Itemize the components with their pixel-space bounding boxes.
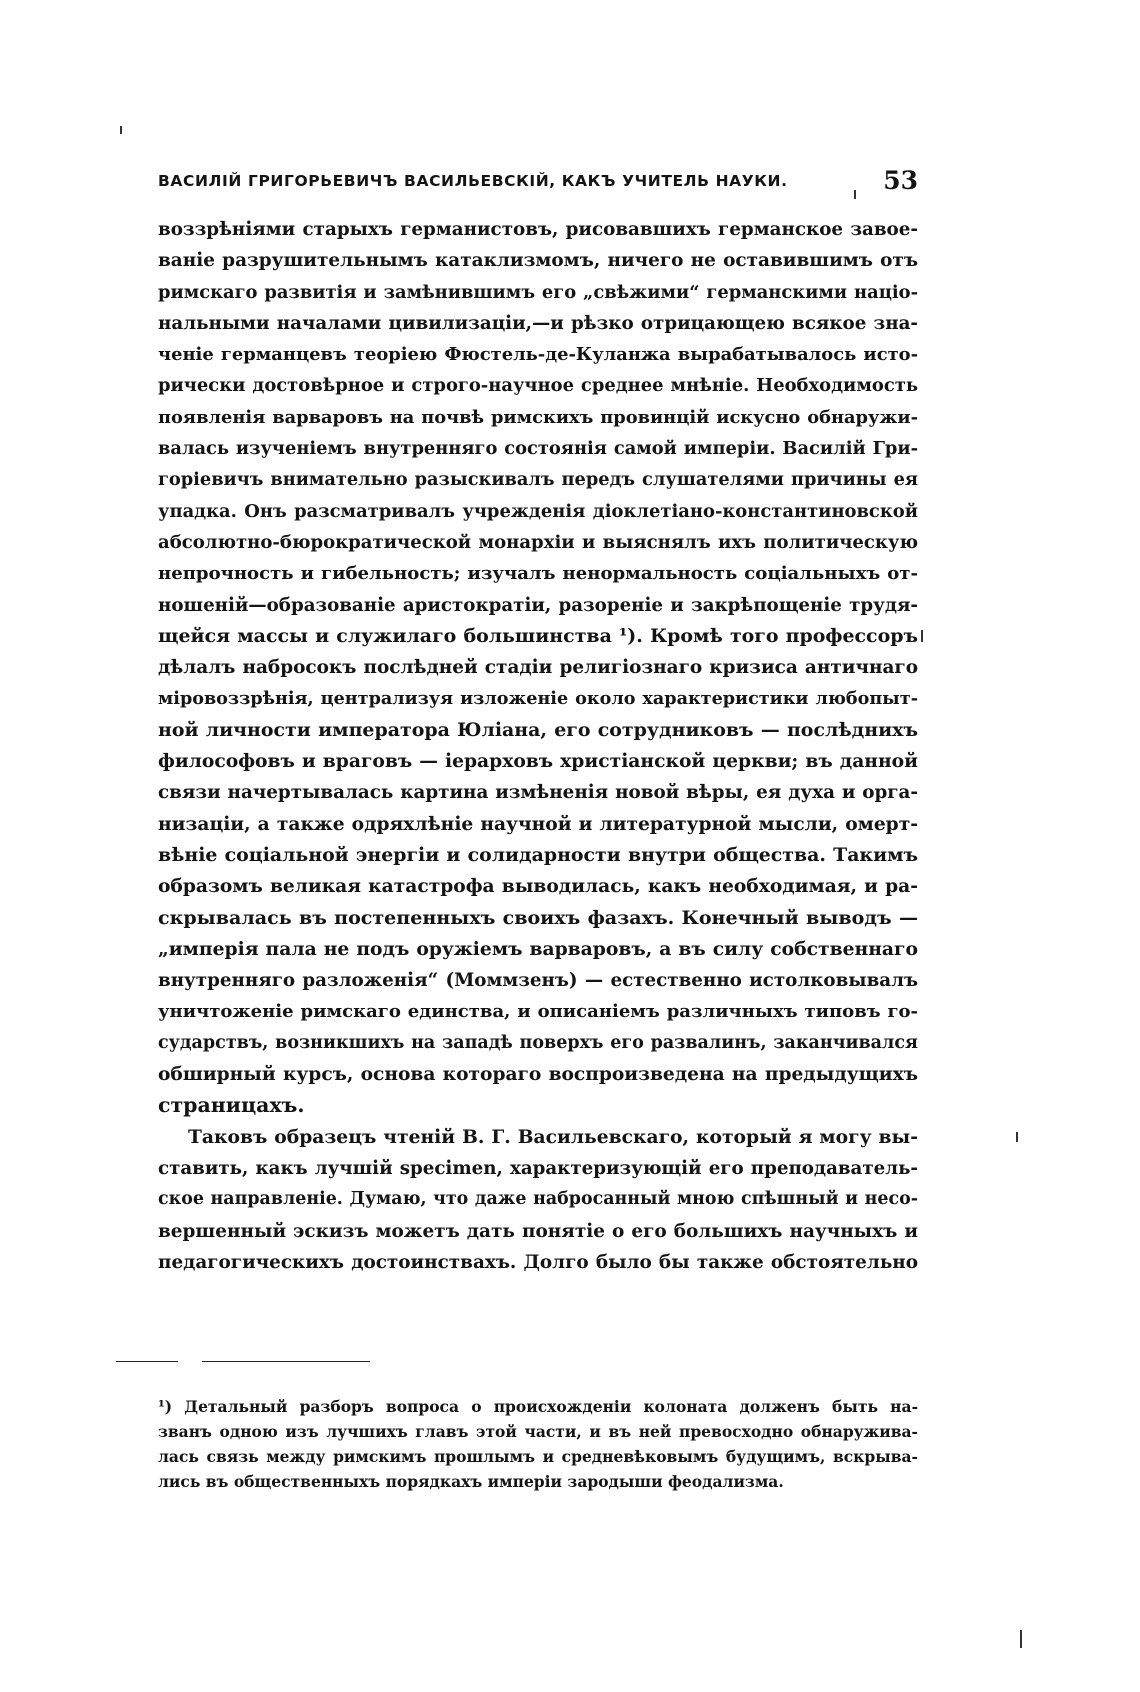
- text-line: міровоззрѣнія, централизуя изложеніе около характеристики любопыт-: [158, 688, 918, 710]
- text-line: сударствъ, возникшихъ на западѣ поверхъ его развалинъ, заканчивался: [158, 1032, 918, 1053]
- footnote-line: званъ одною изъ лучшихъ главъ этой части, и въ ней превосходно обнаружива-: [158, 1422, 918, 1441]
- text-line: обширный курсъ, основа котораго воспроизведена на предыдущихъ: [158, 1064, 918, 1086]
- text-line: скрывалась въ постепенныхъ своихъ фазахъ. Конечный выводъ —: [158, 906, 918, 929]
- text-line: щейся массы и служилаго большинства ¹). Кромѣ того профессоръ: [158, 624, 918, 647]
- text-line: абсолютно-бюрократической монархіи и выяснялъ ихъ политическую: [158, 531, 918, 553]
- text-line: римскаго развитія и замѣнившимъ его „свѣжими“ германскими націо-: [158, 281, 918, 303]
- text-line: образомъ великая катастрофа выводилась, какъ необходимая, и ра-: [158, 875, 918, 898]
- text-line: страницахъ.: [158, 1093, 305, 1118]
- text-line: упадка. Онъ разсматривалъ учрежденія діоклетіано-константиновской: [158, 500, 918, 522]
- text-line: ставить, какъ лучшій specimen, характеризующій его преподаватель-: [158, 1157, 918, 1179]
- scan-speck: [1020, 1630, 1022, 1648]
- text-line: валась изученіемъ внутренняго состоянія самой имперіи. Василій Гри-: [158, 438, 918, 460]
- text-line: появленія варваровъ на почвѣ римскихъ провинцій искусно обнаружи-: [158, 406, 918, 428]
- text-line: горіевичъ внимательно разыскивалъ передъ слушателями причины ея: [158, 469, 918, 491]
- text-line: „имперія пала не подъ оружіемъ варваровъ, а въ силу собственнаго: [158, 937, 918, 960]
- footnote-line: лась связь между римскимъ прошлымъ и средневѣковымъ будущимъ, вскрыва-: [158, 1447, 918, 1466]
- text-line: нальными началами цивилизаціи,—и рѣзко отрицающею всякое зна-: [158, 312, 918, 334]
- scan-speck: [921, 630, 923, 642]
- main-text: [158, 214, 918, 1278]
- text-line: ченіе германцевъ теоріею Фюстель-де-Куланжа вырабатывалось исто-: [158, 344, 918, 366]
- text-line: Таковъ образецъ чтеній В. Г. Васильевскаго, который я могу вы-: [188, 1125, 918, 1148]
- page-header: [158, 166, 918, 200]
- text-line: ское направленіе. Думаю, что даже набросанный мною спѣшный и несо-: [158, 1189, 918, 1210]
- text-line: рически достовѣрное и строго-научное среднее мнѣніе. Необходимость: [158, 375, 918, 397]
- footnote-separator-gap: [178, 1360, 202, 1363]
- text-line: непрочность и гибельность; изучалъ ненормальность соціальныхъ от-: [158, 563, 918, 585]
- page-number: 53: [883, 166, 918, 195]
- running-title: ВАСИЛІЙ ГРИГОРЬЕВИЧЪ ВАСИЛЬЕВСКІЙ, КАКЪ УЧИТЕЛЬ НАУКИ.: [158, 172, 788, 190]
- text-line: вершенный эскизъ можетъ дать понятіе о его большихъ научныхъ и: [158, 1220, 918, 1242]
- text-line: внутренняго разложенія“ (Моммзенъ) — естественно истолковывалъ: [158, 970, 918, 992]
- text-line: ваніе разрушительнымъ катаклизмомъ, ничего не оставившимъ отъ: [158, 250, 918, 272]
- scan-speck: [120, 126, 122, 134]
- scan-speck: [854, 190, 856, 199]
- text-line: педагогическихъ достоинствахъ. Долго было бы также обстоятельно: [158, 1251, 918, 1273]
- text-line: вѣніе соціальной энергіи и солидарности внутри общества. Такимъ: [158, 843, 918, 866]
- text-line: ношеній—образованіе аристократіи, разореніе и закрѣпощеніе трудя-: [158, 594, 918, 616]
- footnote: [158, 1394, 918, 1494]
- text-line: ной личности императора Юліана, его сотрудниковъ — послѣднихъ: [158, 718, 918, 741]
- footnote-line: лись въ общественныхъ порядкахъ имперіи зародыши феодализма.: [158, 1472, 784, 1491]
- text-line: уничтоженіе римскаго единства, и описаніемъ различныхъ типовъ го-: [158, 1001, 918, 1023]
- text-line: воззрѣніями старыхъ германистовъ, рисовавшихъ германское завое-: [158, 219, 918, 240]
- footnote-line: ¹) Детальный разборъ вопроса о происхожденіи колоната долженъ быть на-: [158, 1397, 918, 1416]
- text-line: дѣлалъ набросокъ послѣдней стадіи религіознаго кризиса античнаго: [158, 657, 918, 679]
- text-line: философовъ и враговъ — іерарховъ христіанской церкви; въ данной: [158, 750, 918, 773]
- text-line: низаціи, а также одряхлѣніе научной и литературной мысли, омерт-: [158, 812, 918, 835]
- scan-speck: [1016, 1132, 1018, 1142]
- text-line: связи начертывалась картина измѣненія новой вѣры, ея духа и орга-: [158, 782, 918, 804]
- footnote-separator: [116, 1361, 370, 1362]
